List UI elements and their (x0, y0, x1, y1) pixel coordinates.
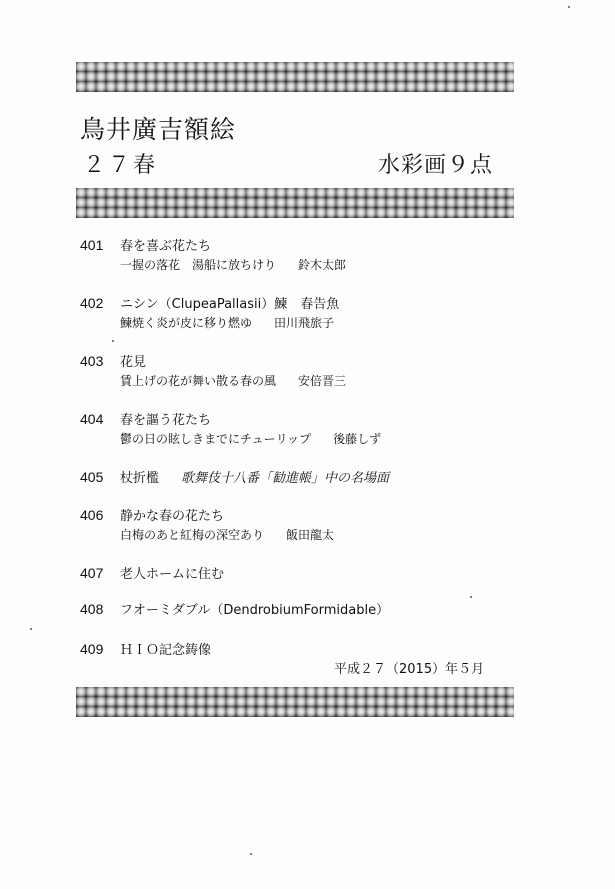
list-item (80, 600, 389, 618)
entry-title: フオーミダブル（DendrobiumFormidable） (120, 603, 390, 618)
scan-speck (30, 628, 32, 630)
entry-number: 407 (80, 565, 104, 581)
scan-speck (470, 596, 472, 598)
entry-title: 老人ホームに住む (120, 567, 225, 582)
entry-number: 408 (80, 601, 104, 617)
list-item (80, 506, 334, 544)
entry-title: 春を謳う花たち (120, 413, 212, 428)
haiku-text: 鬱の日の眩しきまでにチューリップ (120, 432, 312, 446)
haiku-text: 賃上げの花が舞い散る春の風 (120, 374, 277, 388)
dotted-border-bottom (76, 687, 514, 717)
scan-speck (112, 340, 114, 342)
haiku-author: 後藤しず (333, 432, 382, 446)
entry-number: 406 (80, 507, 104, 523)
series-label: ２７春 (83, 153, 159, 178)
entry-title: 杖折檻 (120, 471, 160, 486)
entry-number: 402 (80, 295, 104, 311)
scan-speck (250, 853, 252, 855)
entry-number: 403 (80, 353, 104, 369)
entry-note: 歌舞伎十八番「勧進帳」中の名場面 (181, 471, 390, 486)
entry-title: 静かな春の花たち (120, 509, 225, 524)
publication-date: 平成２７（2015）年５月 (334, 662, 485, 677)
dotted-border-top (76, 62, 514, 92)
haiku-author: 安倍晋三 (298, 374, 347, 388)
entry-title: 春を喜ぶ花たち (120, 239, 212, 254)
haiku-text: 鰊焼く炎が皮に移り燃ゆ (120, 316, 253, 330)
haiku-author: 田川飛旅子 (274, 316, 335, 330)
haiku-text: 一握の落花 湯船に放ちけり (120, 258, 277, 272)
list-item (80, 640, 211, 658)
entry-number: 404 (80, 411, 104, 427)
haiku-author: 飯田龍太 (286, 528, 335, 542)
haiku-text: 白梅のあと紅梅の深空あり (120, 528, 265, 542)
list-item (80, 352, 346, 390)
list-item (80, 564, 224, 582)
scan-speck (568, 6, 570, 8)
document-title: 鳥井廣吉額絵 (80, 115, 237, 144)
list-item (80, 294, 339, 332)
list-item (80, 410, 381, 448)
dotted-border-middle (76, 188, 514, 218)
entry-title: 花見 (120, 355, 147, 370)
entry-number: 405 (80, 469, 104, 485)
entry-number: 409 (80, 641, 104, 657)
list-item (80, 468, 389, 486)
haiku-author: 鈴木太郎 (298, 258, 347, 272)
painting-count-label: 水彩画９点 (378, 153, 494, 178)
entry-number: 401 (80, 237, 104, 253)
entry-title: ニシン（ClupeaPallasii）鰊 春告魚 (120, 297, 340, 312)
entry-title: ＨＩＯ記念鋳像 (120, 643, 212, 658)
list-item (80, 236, 346, 274)
